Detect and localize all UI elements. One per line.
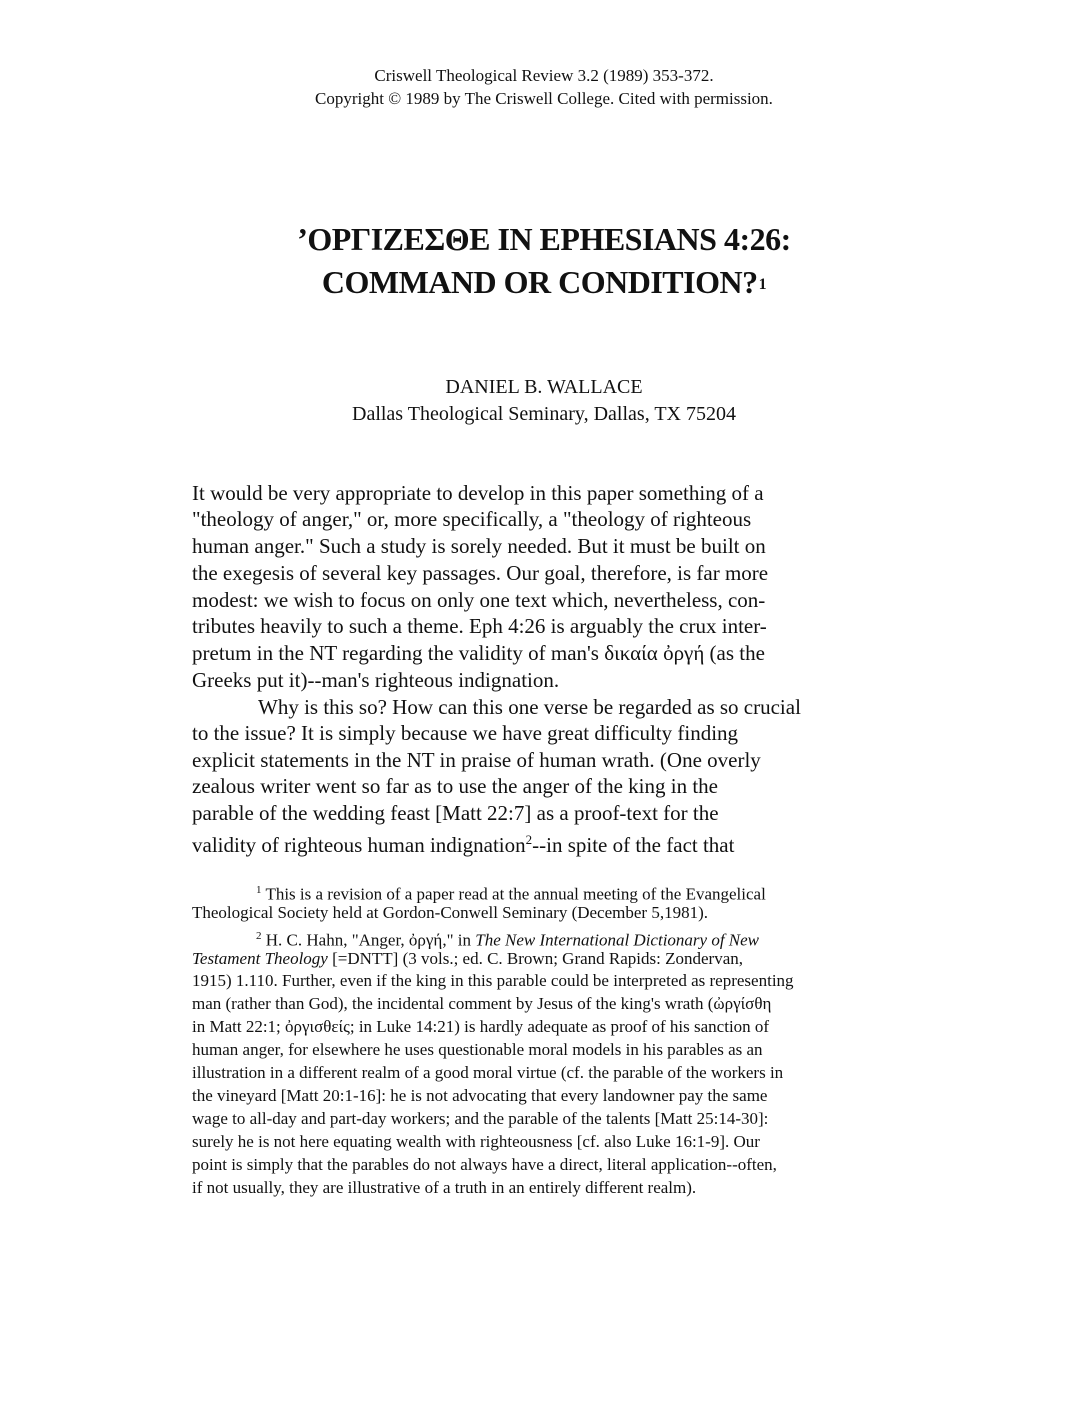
footnote-ref-2[interactable]: 2 <box>525 832 533 847</box>
body-line: Greeks put it)--man's righteous indignation. <box>192 668 560 692</box>
body-line: modest: we wish to focus on only one text which, nevertheless, con- <box>192 588 766 612</box>
body-line: the exegesis of several key passages. Our goal, therefore, is far more <box>192 561 769 585</box>
footnote-2-line: surely he is not here equating wealth with righteousness [cf. also Luke 16:1-9]. Our <box>192 1132 760 1151</box>
footnote-1-line: Theological Society held at Gordon-Conwell Seminary (December 5,1981). <box>192 903 708 922</box>
footnote-text: This is a revision of a paper read at the annual meeting of the Evangelical <box>265 884 766 904</box>
body-line: pretum in the NT regarding the validity of man's δικαία ὀργή (as the <box>192 641 765 665</box>
article-title-line-1: ’ΟΡΓΙΖΕΣΘΕ IN EPHESIANS 4:26: <box>297 221 791 257</box>
body-line: It would be very appropriate to develop in this paper something of a <box>192 481 764 505</box>
footnote-text: [=DNTT] (3 vols.; ed. C. Brown; Grand Rapids: Zondervan, <box>327 949 743 968</box>
body-line: to the issue? It is simply because we have great difficulty finding <box>192 721 739 745</box>
body-line: explicit statements in the NT in praise of human wrath. (One overly <box>192 748 761 772</box>
footnote-2-line: the vineyard [Matt 20:1-16]: he is not advocating that every landowner pay the same <box>192 1086 768 1105</box>
footnote-2-line: human anger, for elsewhere he uses questionable moral models in his parables as an <box>192 1040 763 1059</box>
body-line: Why is this so? How can this one verse be regarded as so crucial <box>258 695 801 719</box>
body-line: zealous writer went so far as to use the anger of the king in the <box>192 774 718 798</box>
footnote-book-title: Testament Theology <box>192 949 328 968</box>
footnote-2-line: in Matt 22:1; ὀργισθείς; in Luke 14:21) is hardly adequate as proof of his sanction of <box>192 1017 770 1036</box>
body-line: tributes heavily to such a theme. Eph 4:26 is arguably the crux inter- <box>192 614 767 638</box>
footnote-2-line: if not usually, they are illustrative of a truth in an entirely different realm). <box>192 1178 697 1197</box>
body-line <box>192 827 734 858</box>
body-text: validity of righteous human indignation <box>192 833 526 857</box>
footnote-2-line <box>192 948 743 970</box>
body-line: "theology of anger," or, more specifically, a "theology of righteous <box>192 507 752 531</box>
footnote-2-marker: 2 <box>256 930 262 942</box>
article-title-text: COMMAND OR CONDITION? <box>321 264 758 300</box>
copyright-notice: Copyright © 1989 by The Criswell College. Cited with permission. <box>315 89 773 108</box>
footnote-2-line: 1915) 1.110. Further, even if the king in this parable could be interpreted as representing <box>192 971 794 990</box>
author-affiliation: Dallas Theological Seminary, Dallas, TX 75204 <box>352 403 736 425</box>
author-name: DANIEL B. WALLACE <box>445 376 643 398</box>
footnote-text: H. C. Hahn, "Anger, ὀργή," in <box>265 930 476 950</box>
footnote-2-line: wage to all-day and part-day workers; and the parable of the talents [Matt 25:14-30]: <box>192 1109 769 1128</box>
title-footnote-marker[interactable]: 1 <box>758 276 767 293</box>
footnote-2-line: illustration in a different realm of a good moral virtue (cf. the parable of the workers in <box>192 1063 784 1082</box>
footnote-1-marker: 1 <box>256 884 262 896</box>
journal-citation: Criswell Theological Review 3.2 (1989) 353-372. <box>374 66 714 85</box>
footnote-2-line: man (rather than God), the incidental comment by Jesus of the king's wrath (ὠργίσθη <box>192 994 772 1013</box>
body-line: human anger." Such a study is sorely needed. But it must be built on <box>192 534 766 558</box>
body-line: parable of the wedding feast [Matt 22:7] as a proof-text for the <box>192 801 719 825</box>
footnote-book-title: The New International Dictionary of New <box>475 930 760 950</box>
article-title-line-2 <box>0 261 1088 304</box>
body-text: --in spite of the fact that <box>532 833 735 857</box>
footnote-2-line: point is simply that the parables do not always have a direct, literal application--often, <box>192 1155 777 1174</box>
